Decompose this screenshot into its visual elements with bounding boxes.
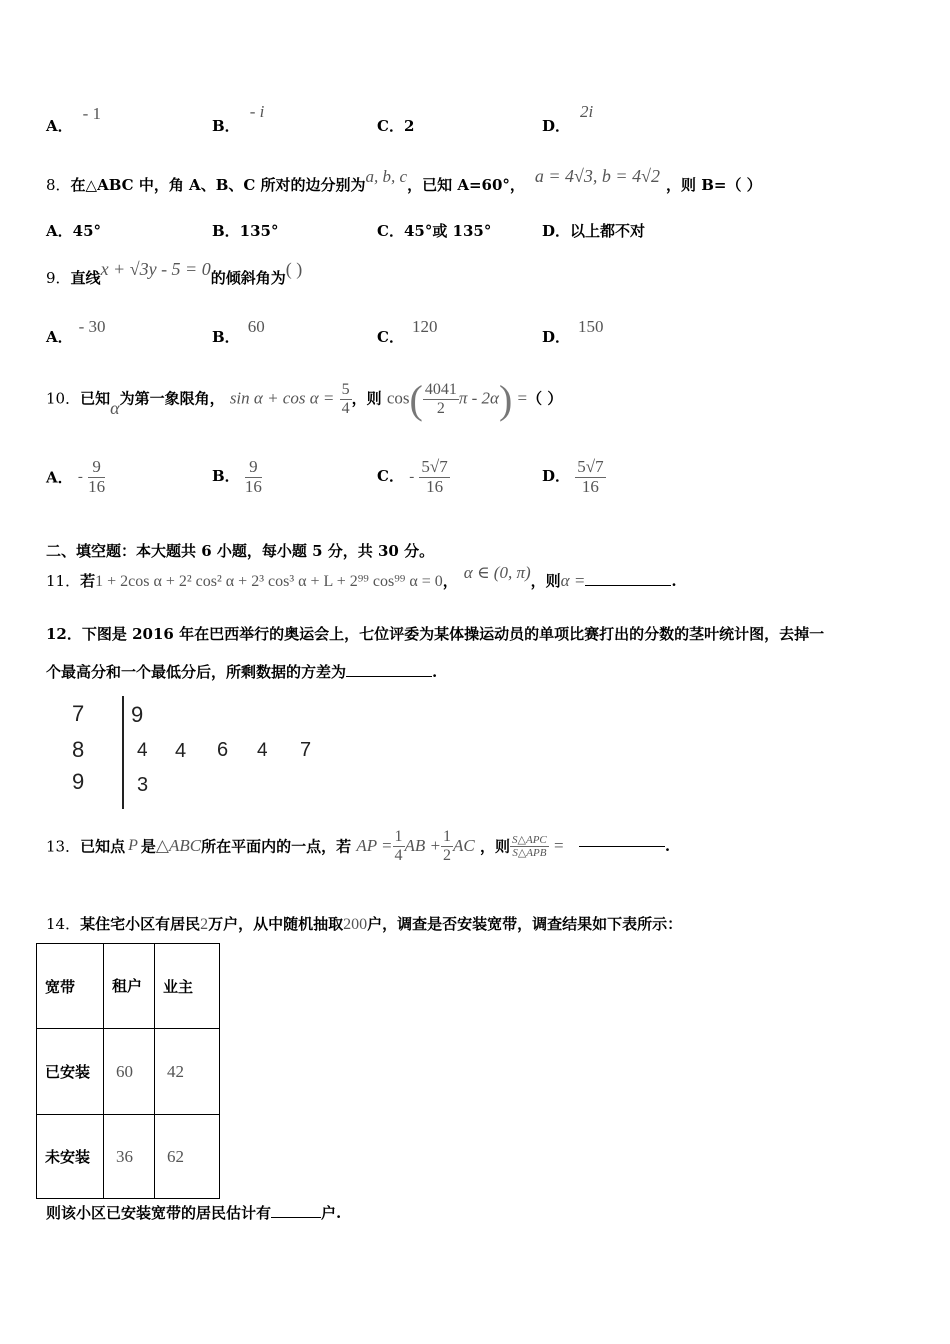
q10-stem: 10．已知α为第一象限角， sin α + cos α = $\frac{5}{4}$ ，则 cos( $\frac{4041}{2}$ π - 2α) =（ ） [46, 377, 563, 422]
q9-option-d: D．150 [542, 317, 604, 346]
table-header: 租户 [104, 944, 155, 1029]
stem-8: 8 [72, 737, 85, 762]
stem-9: 9 [72, 769, 85, 794]
leaf: 4 [175, 740, 187, 762]
leaf: 4 [257, 740, 268, 761]
table-cell: 未安装 [37, 1115, 104, 1199]
q8-option-c: C．45°或 135° [377, 222, 492, 240]
q12-line1: 12．下图是 2016 年在巴西举行的奥运会上，七位评委为某体操运动员的单项比赛打出的分数的茎叶统计图，去掉一 [46, 625, 825, 643]
table-cell: 60 [104, 1029, 155, 1115]
leaf: 7 [300, 739, 312, 761]
q10-option-c: C． - $\frac{5√7}{16}$ [377, 457, 448, 496]
table-cell: 62 [155, 1115, 220, 1199]
stem-7: 7 [72, 701, 85, 726]
leaf: 4 [137, 740, 148, 761]
leaf: 9 [131, 702, 144, 727]
table-header: 业主 [155, 944, 220, 1029]
q13-stem: 13．已知点 P 是△ABC所在平面内的一点，若 AP = $\frac{1}{4}$ AB + $\frac{1}{2}$ AC ，则 $\frac{\text{S△APC}}{\text{S△APB}}$ = . [46, 828, 671, 864]
q9-option-c: C．120 [377, 317, 438, 346]
q8-option-d: D．以上都不对 [542, 222, 646, 240]
table-row [37, 1029, 220, 1115]
q12-line2: 个最高分和一个最低分后，所剩数据的方差为 . [46, 663, 438, 681]
q10-option-a: A． - $\frac{9}{16}$ [46, 457, 106, 496]
broadband-table [36, 943, 220, 1199]
q7-option-d: D．2i [542, 102, 594, 135]
q7-option-a-value: - 1 [82, 104, 102, 123]
q9-stem: 9．直线x + √3y - 5 = 0的倾斜角为( ) [46, 259, 303, 287]
q7-option-c: C．2 [377, 117, 415, 135]
q10-option-d: D． $\frac{5√7}{16}$ [542, 457, 604, 496]
q9-option-a: A．- 30 [46, 317, 106, 346]
table-header: 宽带 [37, 944, 104, 1029]
table-cell: 42 [155, 1029, 220, 1115]
leaf: 6 [217, 739, 229, 761]
q10-fraction: $\frac{5}{4}$ [341, 381, 350, 417]
q10-option-b: B． $\frac{9}{16}$ [212, 457, 262, 496]
q8-stem: 8．在△ABC 中，角 A、B、C 所对的边分别为a, b, c，已知 A=60°， a = 4√3, b = 4√2 ，则 B=（ ） [46, 166, 762, 194]
leaf: 3 [137, 774, 149, 796]
q11-stem: 11．若1 + 2cos α + 2² cos² α + 2³ cos³ α + L + 2⁹⁹ cos⁹⁹ α = 0， α ∈ (0, π)，则α = . [46, 563, 677, 590]
q14-stem: 14．某住宅小区有居民2万户，从中随机抽取200户，调查是否安装宽带，调查结果如下表所示： [46, 915, 683, 933]
q9-option-b: B．60 [212, 317, 265, 346]
table-cell: 已安装 [37, 1029, 104, 1115]
q7-option-b: B．- i [212, 102, 265, 135]
stem-divider [122, 696, 124, 809]
q7-option-a: A．- 1 [46, 104, 102, 135]
q8-option-b: B．135° [212, 222, 279, 240]
q14-conclusion: 则该小区已安装宽带的居民估计有 户. [46, 1204, 342, 1222]
table-cell: 36 [104, 1115, 155, 1199]
section-heading: 二、填空题：本大题共 6 小题，每小题 5 分，共 30 分。 [46, 542, 435, 560]
q8-option-a: A．45° [46, 222, 102, 240]
table-row [37, 1115, 220, 1199]
